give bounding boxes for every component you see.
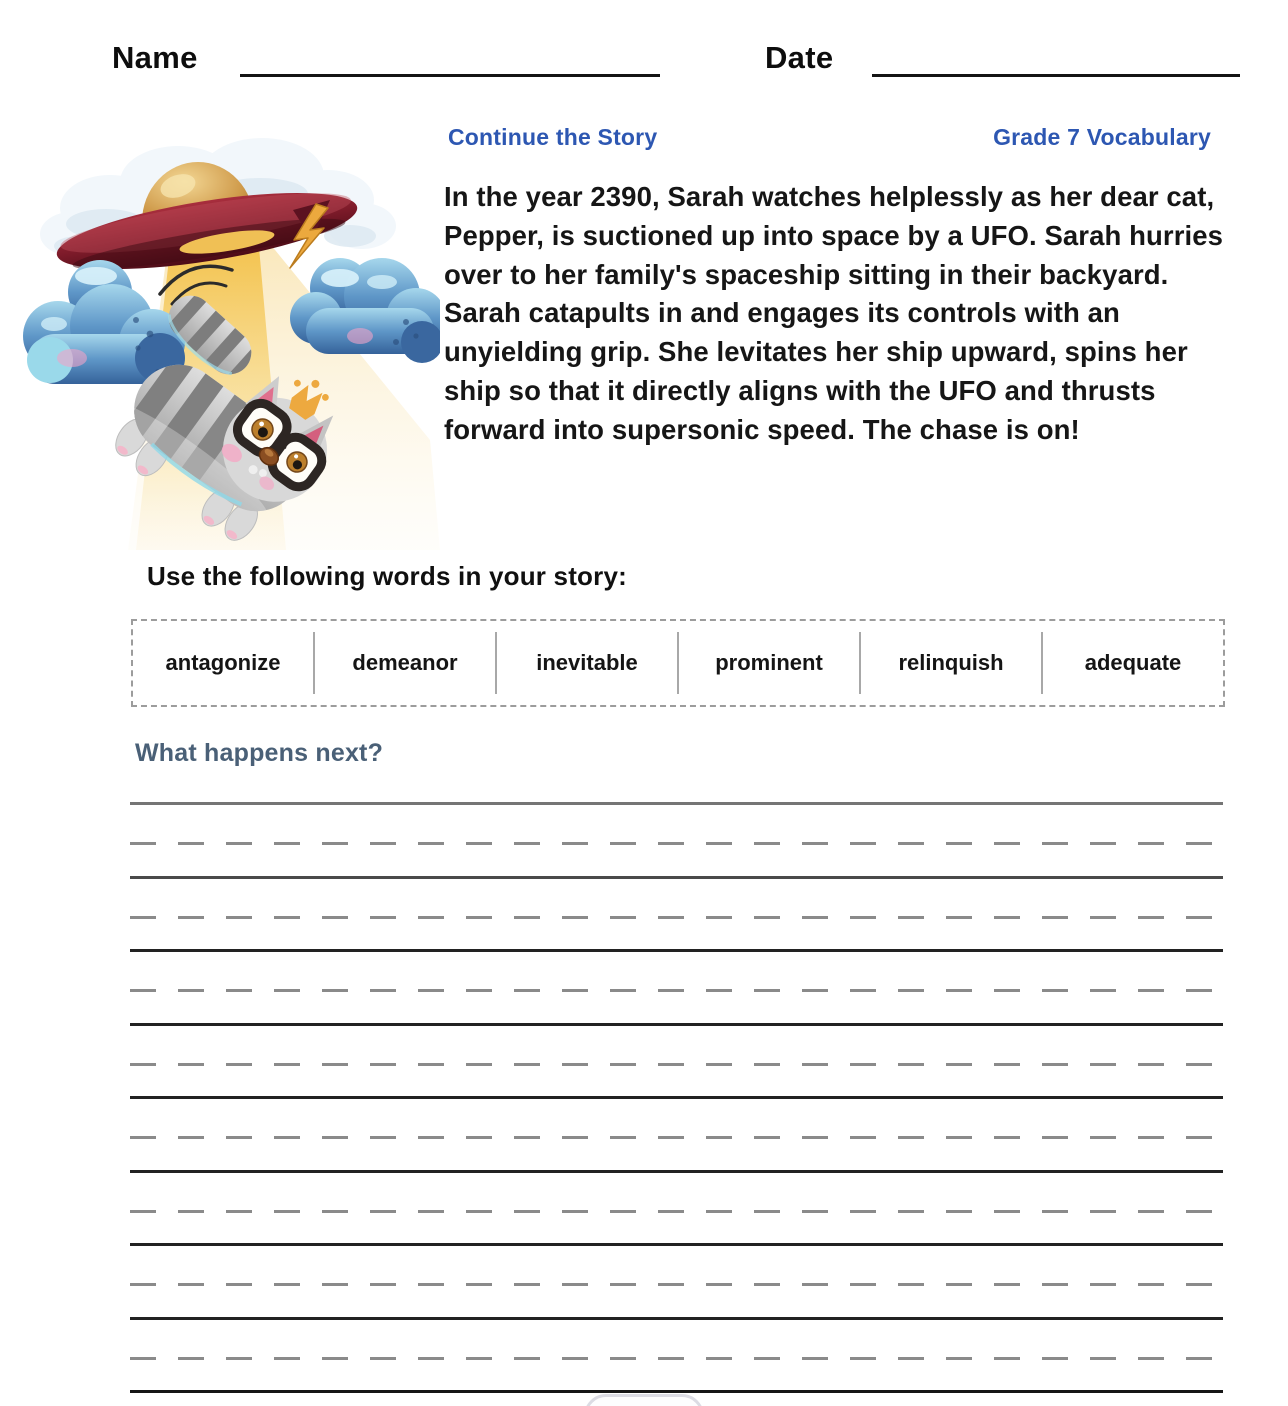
story-text: In the year 2390, Sarah watches helplessly as her dear cat, Pepper, is suctioned up into space by a UFO. Sarah hurries over to her family's spaceship sitting in their backyard. Sarah catapults in and engages its controls with an unyielding grip. She levitates her ship upward, spins her ship so that it directly aligns with the UFO and thrusts forward into supersonic speed. The chase is on! [444, 181, 1224, 445]
writing-line-dashed [130, 916, 1223, 919]
writing-line-group [130, 876, 1223, 950]
word-bank-word: inevitable [536, 650, 638, 675]
writing-line-solid [130, 876, 1223, 879]
writing-line-dashed [130, 1063, 1223, 1066]
writing-line-group [130, 949, 1223, 1023]
word-bank-word: antagonize [165, 650, 281, 675]
word-bank-word: demeanor [352, 650, 458, 675]
writing-line-group [130, 1170, 1223, 1244]
writing-line-solid [130, 1243, 1223, 1246]
ufo-abducting-cat-illustration [10, 120, 440, 550]
writing-line-group [130, 1023, 1223, 1097]
date-label: Date [765, 40, 834, 75]
writing-prompt: What happens next? [135, 739, 384, 767]
writing-line-final [130, 1390, 1223, 1393]
date-input-line[interactable] [872, 74, 1240, 77]
writing-line-group [130, 1317, 1223, 1391]
activity-label: Continue the Story [448, 124, 658, 150]
writing-line-group [130, 1096, 1223, 1170]
word-bank-word: relinquish [898, 650, 1004, 675]
name-label: Name [112, 40, 198, 75]
writing-line-group [130, 1243, 1223, 1317]
writing-line-dashed [130, 842, 1223, 845]
writing-line-solid [130, 1096, 1223, 1099]
writing-line-group [130, 802, 1223, 876]
writing-line-dashed [130, 1210, 1223, 1213]
word-bank-instructions: Use the following words in your story: [147, 561, 627, 591]
writing-lines-area[interactable] [130, 802, 1223, 1390]
writing-line-dashed [130, 1357, 1223, 1360]
name-input-line[interactable] [240, 74, 660, 77]
word-bank-box [131, 619, 1225, 707]
writing-line-solid [130, 802, 1223, 805]
grade-label: Grade 7 Vocabulary [993, 124, 1211, 150]
writing-line-dashed [130, 1136, 1223, 1139]
writing-line-dashed [130, 1283, 1223, 1286]
word-bank-word: prominent [715, 650, 823, 675]
writing-line-dashed [130, 989, 1223, 992]
writing-line-solid [130, 1317, 1223, 1320]
writing-line-solid [130, 1170, 1223, 1173]
writing-line-solid [130, 949, 1223, 952]
bottom-pill-button[interactable] [584, 1394, 704, 1406]
writing-line-solid [130, 1023, 1223, 1026]
word-bank-word: adequate [1084, 650, 1182, 675]
